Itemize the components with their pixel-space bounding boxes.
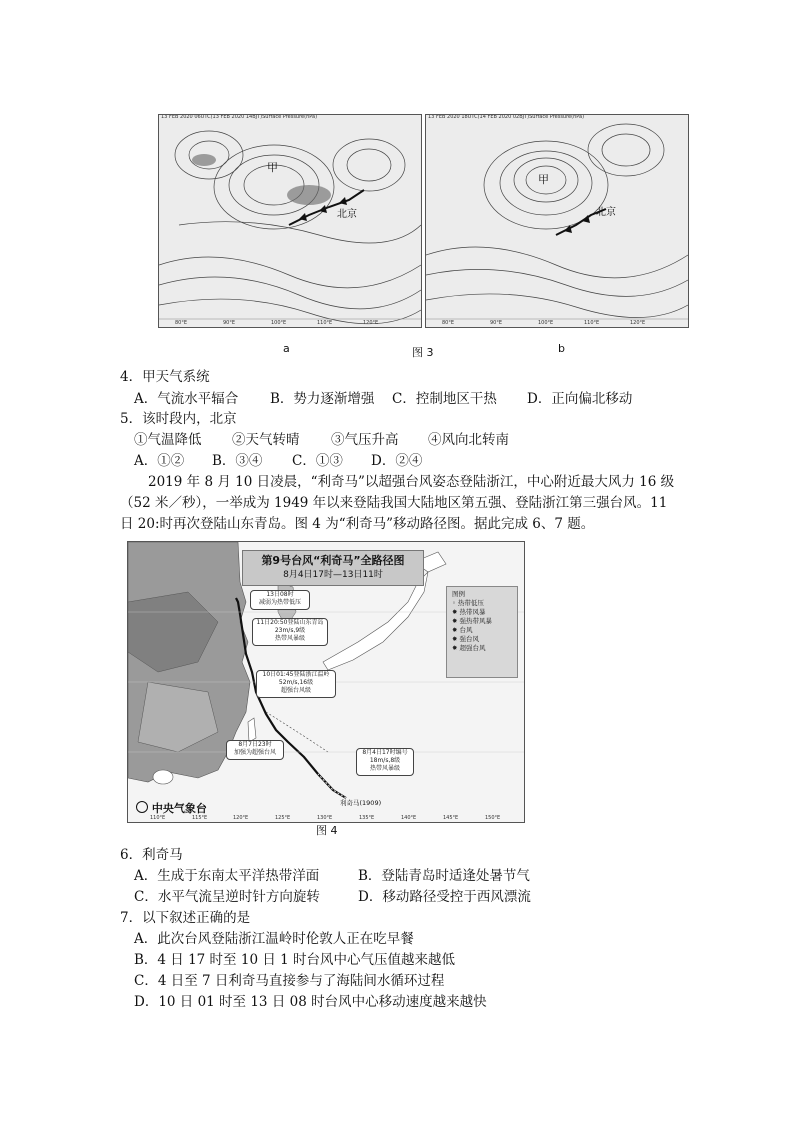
figure4-caption: 图 4 — [316, 824, 338, 837]
q6-stem: 6．利奇马 — [120, 847, 183, 863]
passage-line-3: 日 20:时再次登陆山东青岛。图 4 为“利奇马”移动路径图。据此完成 6、7 题。 — [120, 516, 595, 532]
map-b-label-jia: 甲 — [538, 173, 549, 186]
map-b-lon-0: 80°E — [442, 320, 455, 326]
q5-option-a: A．①② — [134, 453, 185, 469]
q6-option-a: A．生成于东南太平洋热带洋面 — [134, 868, 320, 884]
callout-weakened: 13日08时 减弱为热带低压 — [250, 590, 310, 610]
figure4-typhoon-map — [127, 541, 525, 823]
q5-statement-2: ②天气转晴 — [232, 432, 300, 448]
typhoon-map-legend — [446, 586, 518, 678]
callout-landfall-qingdao: 11日20:50登陆山东青岛 23m/s,9级 热带风暴级 — [252, 618, 328, 646]
q4-option-b: B．势力逐渐增强 — [270, 391, 375, 407]
q5-statement-3: ③气压升高 — [331, 432, 399, 448]
fig4-lon-7: 145°E — [443, 815, 459, 821]
map-a-lon-3: 110°E — [317, 320, 333, 326]
typhoon-map-title-box — [242, 550, 424, 586]
fig4-lon-3: 125°E — [275, 815, 291, 821]
map-a-lon-2: 100°E — [271, 320, 287, 326]
q5-statement-4: ④风向北转南 — [428, 432, 509, 448]
map-b-header: 13 FEB 2020 18UTC(14 FEB 2020 02BJT)Surface Pressure(hPa) — [428, 114, 585, 120]
q5-stem: 5．该时段内，北京 — [120, 411, 237, 427]
typhoon-map-subtitle: 8月4日17时—13日11时 — [283, 570, 383, 580]
fig4-lon-2: 120°E — [233, 815, 249, 821]
legend-item-sty: ✸ 强台风 — [452, 635, 480, 643]
legend-title: 图例 — [452, 590, 465, 598]
q5-statement-1: ①气温降低 — [134, 432, 202, 448]
q7-option-b: B．4 日 17 时至 10 日 1 时台风中心气压值越来越低 — [134, 952, 455, 968]
legend-item-ts: ✸ 热带风暴 — [452, 608, 486, 616]
passage-line-1: 2019 年 8 月 10 日凌晨，“利奇马”以超强台风姿态登陆浙江，中心附近最大风力 16 级 — [148, 474, 675, 490]
legend-item-ty: ✸ 台风 — [452, 626, 473, 634]
map-b-lon-2: 100°E — [538, 320, 554, 326]
figure3-map-a — [158, 114, 422, 328]
typhoon-start-label: 利奇马(1909) — [340, 799, 382, 807]
map-b-label-beijing: 北京 — [596, 207, 616, 218]
map-a-label-jia: 甲 — [267, 161, 278, 174]
fig4-lon-0: 110°E — [150, 815, 166, 821]
agency-name: 中央气象台 — [151, 802, 207, 815]
callout-landfall-wenling: 10日01:45登陆浙江温岭 52m/s,16级 超强台风级 — [256, 670, 336, 698]
q6-option-c: C．水平气流呈逆时针方向旋转 — [134, 889, 320, 905]
agency-icon — [136, 801, 148, 813]
q5-option-c: C．①③ — [292, 453, 343, 469]
figure3-caption: 图 3 — [412, 346, 434, 359]
figure3-map-b — [425, 114, 689, 328]
legend-item-super-ty: ✸ 超强台风 — [452, 644, 486, 652]
q5-option-d: D．②④ — [371, 453, 423, 469]
q4-option-d: D．正向偏北移动 — [527, 391, 633, 407]
q5-option-b: B．③④ — [212, 453, 263, 469]
callout-numbered: 8月4日17时编号 18m/s,8级 热带风暴级 — [356, 748, 414, 776]
legend-item-sts: ✸ 强热带风暴 — [452, 617, 493, 625]
map-b-isobars — [426, 115, 688, 327]
map-b-caption: b — [558, 342, 565, 355]
q4-stem: 4．甲天气系统 — [120, 369, 210, 385]
map-a-lon-0: 80°E — [175, 320, 188, 326]
agency-logo — [136, 800, 207, 816]
q4-option-c: C．控制地区干热 — [392, 391, 497, 407]
map-a-caption: a — [283, 342, 290, 355]
q6-option-b: B．登陆青岛时适逢处暑节气 — [358, 868, 530, 884]
q7-stem: 7．以下叙述正确的是 — [120, 910, 251, 926]
map-b-lon-3: 110°E — [584, 320, 600, 326]
map-a-header: 13 FEB 2020 06UTC(13 FEB 2020 14BJT)Surface Pressure(hPa) — [161, 114, 318, 120]
map-a-lon-1: 90°E — [223, 320, 236, 326]
map-b-lon-1: 90°E — [490, 320, 503, 326]
passage-line-2: （52 米／秒），一举成为 1949 年以来登陆我国大陆地区第五强、登陆浙江第三强台风。11 — [120, 495, 668, 511]
fig4-lon-4: 130°E — [317, 815, 333, 821]
callout-super-typhoon: 8月7日23时 加强为超强台风 — [226, 740, 284, 760]
q4-option-a: A．气流水平辐合 — [134, 391, 239, 407]
q7-option-c: C．4 日至 7 日利奇马直接参与了海陆间水循环过程 — [134, 973, 445, 989]
fig4-lon-6: 140°E — [401, 815, 417, 821]
map-b-lon-4: 120°E — [630, 320, 646, 326]
fig4-lon-1: 115°E — [192, 815, 208, 821]
q7-option-d: D．10 日 01 时至 13 日 08 时台风中心移动速度越来越快 — [134, 994, 487, 1010]
legend-item-td: ◦ 热带低压 — [452, 599, 484, 607]
fig4-lon-5: 135°E — [359, 815, 375, 821]
typhoon-map-title: 第9号台风“利奇马”全路径图 — [261, 554, 405, 567]
fig4-lon-8: 150°E — [485, 815, 501, 821]
map-a-label-beijing: 北京 — [337, 209, 357, 220]
q6-option-d: D．移动路径受控于西风漂流 — [358, 889, 531, 905]
map-a-lon-4: 120°E — [363, 320, 379, 326]
map-a-isobars — [159, 115, 421, 327]
q7-option-a: A．此次台风登陆浙江温岭时伦敦人正在吃早餐 — [134, 931, 414, 947]
